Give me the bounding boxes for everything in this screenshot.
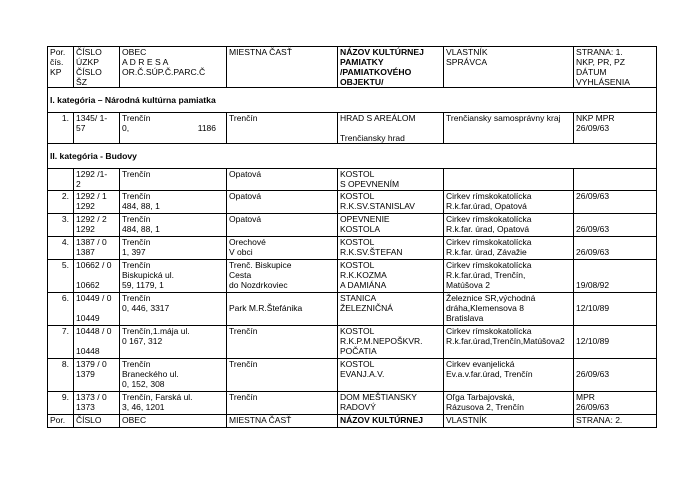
cell-obec-line: Trenčín: [122, 237, 151, 247]
row1-nazov-line: [340, 123, 441, 133]
cell-strana-line: [576, 214, 654, 224]
cell-obec-line: 0, 446, 3317: [122, 303, 170, 313]
cell-strana-line: [576, 270, 654, 280]
cell-cislo: [74, 260, 120, 293]
header-cislo-line: ŠZ: [76, 77, 87, 87]
cell-cislo-line: 10448: [76, 346, 100, 356]
cell-vlastnik: [444, 169, 574, 191]
header-por: [48, 47, 74, 88]
cell-obec-line: Trenčín,1.mája ul.: [122, 326, 190, 336]
header-obec-line: OR.Č.SÚP.Č.PARC.Č: [122, 67, 206, 77]
cell-miestna: [227, 392, 338, 415]
cell-obec-line: 0 167, 312: [122, 336, 163, 346]
cell-miestna: [227, 237, 338, 260]
row1-obec-city: Trenčín: [122, 113, 151, 123]
cell-cislo-line: 10449: [76, 313, 100, 323]
cell-vlastnik-line: R.k.far. úrad, Závažie: [446, 247, 527, 257]
header-strana: [574, 47, 657, 88]
cell-strana-line: 12/10/89: [576, 303, 610, 313]
cell-strana: [574, 214, 657, 237]
cell-strana-line: MPR: [576, 392, 595, 402]
cell-cislo: [74, 392, 120, 415]
cell-strana-line: [576, 359, 654, 369]
cell-cislo-line: 1387: [76, 247, 95, 257]
cell-miestna: [227, 293, 338, 326]
cell-nazov: [338, 191, 444, 214]
cell-vlastnik-line: Oľga Tarbajovská,: [446, 392, 515, 402]
cell-vlastnik: [444, 214, 574, 237]
cell-obec-line: Braneckého ul.: [122, 369, 179, 379]
cell-nazov-line: R.K.SV.STANISLAV: [340, 201, 415, 211]
cell-obec-line: Trenčín, Farská ul.: [122, 392, 193, 402]
cell-vlastnik: [444, 326, 574, 359]
cell-miestna-line: Park M.R.Štefánika: [229, 303, 303, 313]
cell-obec: [120, 191, 227, 214]
cell-nazov: [338, 260, 444, 293]
cell-miestna-line: [229, 293, 335, 303]
cell-strana-line: 26/09/63: [576, 191, 610, 201]
header-nazov: [338, 47, 444, 88]
cell-nazov-line: KOSTOL: [340, 191, 375, 201]
cell-miestna-line: Trenč. Biskupice: [229, 260, 292, 270]
cell-vlastnik: [444, 260, 574, 293]
cell-cislo-line: 10448 / 0: [76, 326, 112, 336]
table-row: [48, 191, 657, 214]
cell-vlastnik-line: R.k.far. úrad, Opatová: [446, 224, 530, 234]
cell-nazov-line: KOSTOL: [340, 260, 375, 270]
section-title-category-2: II. kategória - Budovy: [50, 151, 137, 161]
row1-strana-line: 26/09/63: [576, 123, 610, 133]
cell-cislo-line: 1387 / 0: [76, 237, 107, 247]
cell-nazov: [338, 392, 444, 415]
header-por-line: Por.: [50, 47, 66, 57]
table-row: [48, 392, 657, 415]
cell-strana: [574, 169, 657, 191]
header-strana-line: DÁTUM: [576, 67, 607, 77]
cell-cislo: [74, 169, 120, 191]
row1-obec-parc: 1186: [197, 123, 216, 133]
row1-obec: [120, 113, 227, 144]
cell-vlastnik: [444, 392, 574, 415]
cell-cislo: [74, 326, 120, 359]
cell-miestna-line: Trenčín: [229, 326, 258, 336]
cell-nazov-line: KOSTOL: [340, 237, 375, 247]
cell-miestna-line: Opatová: [229, 214, 262, 224]
cell-vlastnik-line: Cirkev rímskokatolícka: [446, 326, 532, 336]
cell-nazov-line: R.K.KOZMA: [340, 270, 387, 280]
table-row: [48, 214, 657, 237]
table-row: [48, 326, 657, 359]
cell-obec-line: Trenčín: [122, 260, 151, 270]
cell-nazov-line: KOSTOL: [340, 326, 375, 336]
section-title-category-1: I. kategória – Národná kultúrna pamiatka: [50, 95, 216, 105]
cell-obec: [120, 214, 227, 237]
section-row-category-1: [48, 88, 657, 113]
row1-vlastnik: Trenčiansky samosprávny kraj: [444, 113, 574, 144]
cell-vlastnik: [444, 237, 574, 260]
row1-miestna: Trenčín: [227, 113, 338, 144]
cell-strana: [574, 293, 657, 326]
cell-miestna-line: Orechové: [229, 237, 266, 247]
cell-vlastnik-line: Cirkev rímskokatolícka: [446, 237, 532, 247]
cell-miestna-line: Trenčín: [229, 359, 258, 369]
cell-num: 3.: [48, 214, 74, 237]
cell-nazov-line: KOSTOL: [340, 359, 375, 369]
cell-vlastnik-line: R.k.far.úrad, Opatová: [446, 201, 527, 211]
header-cislo-line: ÚZKP: [76, 57, 99, 67]
header-por-line: čís.: [50, 57, 64, 67]
cell-nazov-line: STANICA: [340, 293, 377, 303]
cell-obec: [120, 169, 227, 191]
row1-strana: [574, 113, 657, 144]
cell-num: 4.: [48, 237, 74, 260]
cell-vlastnik-line: Ev.a.v.far.úrad, Trenčín: [446, 369, 533, 379]
cell-strana-line: 26/09/63: [576, 247, 610, 257]
cell-cislo-line: 1373 / 0: [76, 392, 107, 402]
header-strana-line: NKP, PR, PZ: [576, 57, 626, 67]
section-row-category-2: [48, 144, 657, 169]
footer-strana: STRANA: 2.: [574, 415, 657, 428]
cell-miestna: [227, 359, 338, 392]
cell-miestna-line: V obci: [229, 247, 253, 257]
cell-cislo: [74, 237, 120, 260]
cell-nazov: [338, 293, 444, 326]
cell-obec-line: Trenčín: [122, 214, 151, 224]
cell-nazov-line: ŽELEZNIČNÁ: [340, 303, 393, 313]
cell-miestna: [227, 326, 338, 359]
cell-nazov-line: POČATIA: [340, 346, 377, 356]
cell-vlastnik-line: Bratislava: [446, 313, 484, 323]
cell-cislo-line: 1379: [76, 369, 95, 379]
table-row: [48, 260, 657, 293]
cell-miestna-line: Trenčín: [229, 392, 258, 402]
row1-nazov-line: HRAD S AREÁLOM: [340, 113, 416, 123]
cell-obec-line: Biskupická ul.: [122, 270, 174, 280]
header-por-line: KP: [50, 67, 62, 77]
cell-cislo-line: 10662 / 0: [76, 260, 112, 270]
cell-cislo-line: 1292: [76, 224, 95, 234]
header-cislo-line: ČÍSLO: [76, 47, 102, 57]
cell-strana: [574, 191, 657, 214]
cell-vlastnik-line: Cirkev evanjelická: [446, 359, 515, 369]
cell-strana-line: [576, 326, 654, 336]
cell-obec: [120, 326, 227, 359]
cell-obec: [120, 359, 227, 392]
cell-cislo-line: 10449 / 0: [76, 293, 112, 303]
cell-vlastnik: [444, 359, 574, 392]
cell-miestna-line: Opatová: [229, 191, 262, 201]
header-nazov-line: PAMIATKY: [340, 57, 384, 67]
cell-obec-line: 0, 152, 308: [122, 379, 165, 389]
row1-cislo: [74, 113, 120, 144]
cell-nazov: [338, 214, 444, 237]
cell-nazov-line: KOSTOL: [340, 169, 375, 179]
cell-strana-line: 26/09/63: [576, 224, 610, 234]
footer-cislo: ČÍSLO: [74, 415, 120, 428]
cell-strana-line: 26/09/63: [576, 402, 610, 412]
cell-miestna: [227, 260, 338, 293]
cell-obec: [120, 392, 227, 415]
cell-cislo-line: [76, 270, 117, 280]
cell-vlastnik-line: dráha,Klemensova 8: [446, 303, 524, 313]
cell-miestna-line: Cesta: [229, 270, 252, 280]
cell-obec-line: 59, 1179, 1: [122, 280, 164, 290]
table-header-row: [48, 47, 657, 88]
cell-cislo-line: 1379 / 0: [76, 359, 107, 369]
cell-strana-line: 12/10/89: [576, 336, 610, 346]
cell-vlastnik-line: Cirkev rímskokatolícka: [446, 214, 532, 224]
row1-obec-sup: 0,: [122, 123, 130, 133]
cell-cislo-line: 1292 /1-: [76, 169, 108, 179]
cell-cislo: [74, 191, 120, 214]
footer-obec: OBEC: [120, 415, 227, 428]
cell-obec-line: 484, 88, 1: [122, 201, 160, 211]
cell-num: 6.: [48, 293, 74, 326]
footer-miestna-cast: MIESTNA ČASŤ: [227, 415, 338, 428]
row1-strana-line: NKP MPR: [576, 113, 615, 123]
cell-vlastnik-line: Cirkev rímskokatolícka: [446, 191, 532, 201]
header-vlastnik-line: SPRÁVCA: [446, 57, 488, 67]
cell-miestna: [227, 169, 338, 191]
cell-cislo-line: 10662: [76, 280, 100, 290]
table-row: [48, 113, 657, 144]
header-strana-line: VYHLÁSENIA: [576, 77, 630, 87]
cell-cislo: [74, 214, 120, 237]
table-row: [48, 237, 657, 260]
cell-nazov-line: R.K.P.M.NEPOŠKVR.: [340, 336, 423, 346]
cell-num: 5.: [48, 260, 74, 293]
cell-strana: [574, 260, 657, 293]
header-nazov-line: NÁZOV KULTÚRNEJ: [340, 47, 424, 57]
table-row: [48, 293, 657, 326]
row1-obec-address: [122, 123, 224, 133]
cell-vlastnik-line: R.k.far.úrad,Trenčín,Matúšova2: [446, 336, 565, 346]
cell-strana: [574, 326, 657, 359]
header-miestna-cast: MIESTNA ČASŤ: [227, 47, 338, 88]
header-nazov-line: OBJEKTU/: [340, 77, 384, 87]
table-row: [48, 359, 657, 392]
cell-miestna: [227, 214, 338, 237]
cell-obec: [120, 293, 227, 326]
cell-strana-line: 26/09/63: [576, 369, 610, 379]
cell-obec-line: Trenčín: [122, 359, 151, 369]
header-obec-line: A D R E S A: [122, 57, 169, 67]
cell-strana-line: 19/08/92: [576, 280, 610, 290]
cell-num: 2.: [48, 191, 74, 214]
cell-strana: [574, 237, 657, 260]
cell-vlastnik: [444, 191, 574, 214]
header-cislo-line: ČÍSLO: [76, 67, 102, 77]
cell-nazov-line: KOSTOLA: [340, 224, 380, 234]
cell-cislo-line: 2: [76, 179, 81, 189]
cell-vlastnik-line: Matúšova 2: [446, 280, 490, 290]
cell-num: 8.: [48, 359, 74, 392]
cell-num: 9.: [48, 392, 74, 415]
cell-nazov-line: DOM MEŠTIANSKY: [340, 392, 417, 402]
cell-nazov: [338, 237, 444, 260]
cell-num: 7.: [48, 326, 74, 359]
cell-cislo: [74, 359, 120, 392]
cell-nazov-line: R.K.SV.ŠTEFAN: [340, 247, 403, 257]
cell-nazov: [338, 326, 444, 359]
cell-miestna-line: Opatová: [229, 169, 262, 179]
cell-vlastnik-line: R.k.far.úrad, Trenčín,: [446, 270, 526, 280]
cell-cislo-line: 1292: [76, 201, 95, 211]
cell-strana: [574, 359, 657, 392]
cell-obec-line: 3, 46, 1201: [122, 402, 165, 412]
cell-nazov-line: S OPEVNENÍM: [340, 179, 400, 189]
header-cislo: [74, 47, 120, 88]
row1-cislo-line: 1345/ 1-: [76, 113, 108, 123]
row1-num: 1.: [48, 113, 74, 144]
cell-vlastnik: [444, 293, 574, 326]
header-nazov-line: /PAMIATKOVÉHO: [340, 67, 412, 77]
header-vlastnik: [444, 47, 574, 88]
cell-cislo-line: 1292 / 2: [76, 214, 107, 224]
monument-register-page: [47, 46, 656, 428]
cell-cislo-line: 1292 / 1: [76, 191, 107, 201]
footer-header-row: [48, 415, 657, 428]
cell-strana: [574, 392, 657, 415]
cell-nazov-line: EVANJ.A.V.: [340, 369, 385, 379]
cell-nazov-line: RADOVÝ: [340, 402, 376, 412]
footer-por: Por.: [48, 415, 74, 428]
header-strana-line: STRANA: 1.: [576, 47, 623, 57]
cell-miestna-line: do Nozdrkoviec: [229, 280, 288, 290]
cell-strana-line: [576, 293, 654, 303]
cell-cislo-line: [76, 336, 117, 346]
cell-obec: [120, 237, 227, 260]
row1-nazov-line: Trenčiansky hrad: [340, 133, 405, 143]
cell-num: [48, 169, 74, 191]
cell-strana-line: [576, 260, 654, 270]
header-obec: [120, 47, 227, 88]
cell-obec-line: Trenčín: [122, 293, 151, 303]
cell-vlastnik-line: Rázusova 2, Trenčín: [446, 402, 524, 412]
cell-cislo-line: [76, 303, 117, 313]
cell-obec-line: Trenčín: [122, 169, 151, 179]
header-obec-line: OBEC: [122, 47, 147, 57]
cell-nazov: [338, 169, 444, 191]
cell-vlastnik-line: Železnice SR,východná: [446, 293, 536, 303]
footer-vlastnik: VLASTNÍK: [444, 415, 574, 428]
header-vlastnik-line: VLASTNÍK: [446, 47, 488, 57]
table-row: [48, 169, 657, 191]
cell-obec: [120, 260, 227, 293]
row1-cislo-line: 57: [76, 123, 86, 133]
cell-obec-line: Trenčín: [122, 191, 151, 201]
row1-nazov: [338, 113, 444, 144]
cell-nazov-line: OPEVNENIE: [340, 214, 390, 224]
cell-cislo: [74, 293, 120, 326]
cell-cislo-line: 1373: [76, 402, 95, 412]
cell-miestna: [227, 191, 338, 214]
cell-nazov-line: A DAMIÁNA: [340, 280, 387, 290]
cell-strana-line: [576, 237, 654, 247]
cell-nazov: [338, 359, 444, 392]
cell-vlastnik-line: Cirkev rímskokatolícka: [446, 260, 532, 270]
cell-obec-line: 484, 88, 1: [122, 224, 160, 234]
cell-obec-line: 1, 397: [122, 247, 146, 257]
monument-table: [47, 46, 657, 428]
footer-nazov: NÁZOV KULTÚRNEJ: [338, 415, 444, 428]
